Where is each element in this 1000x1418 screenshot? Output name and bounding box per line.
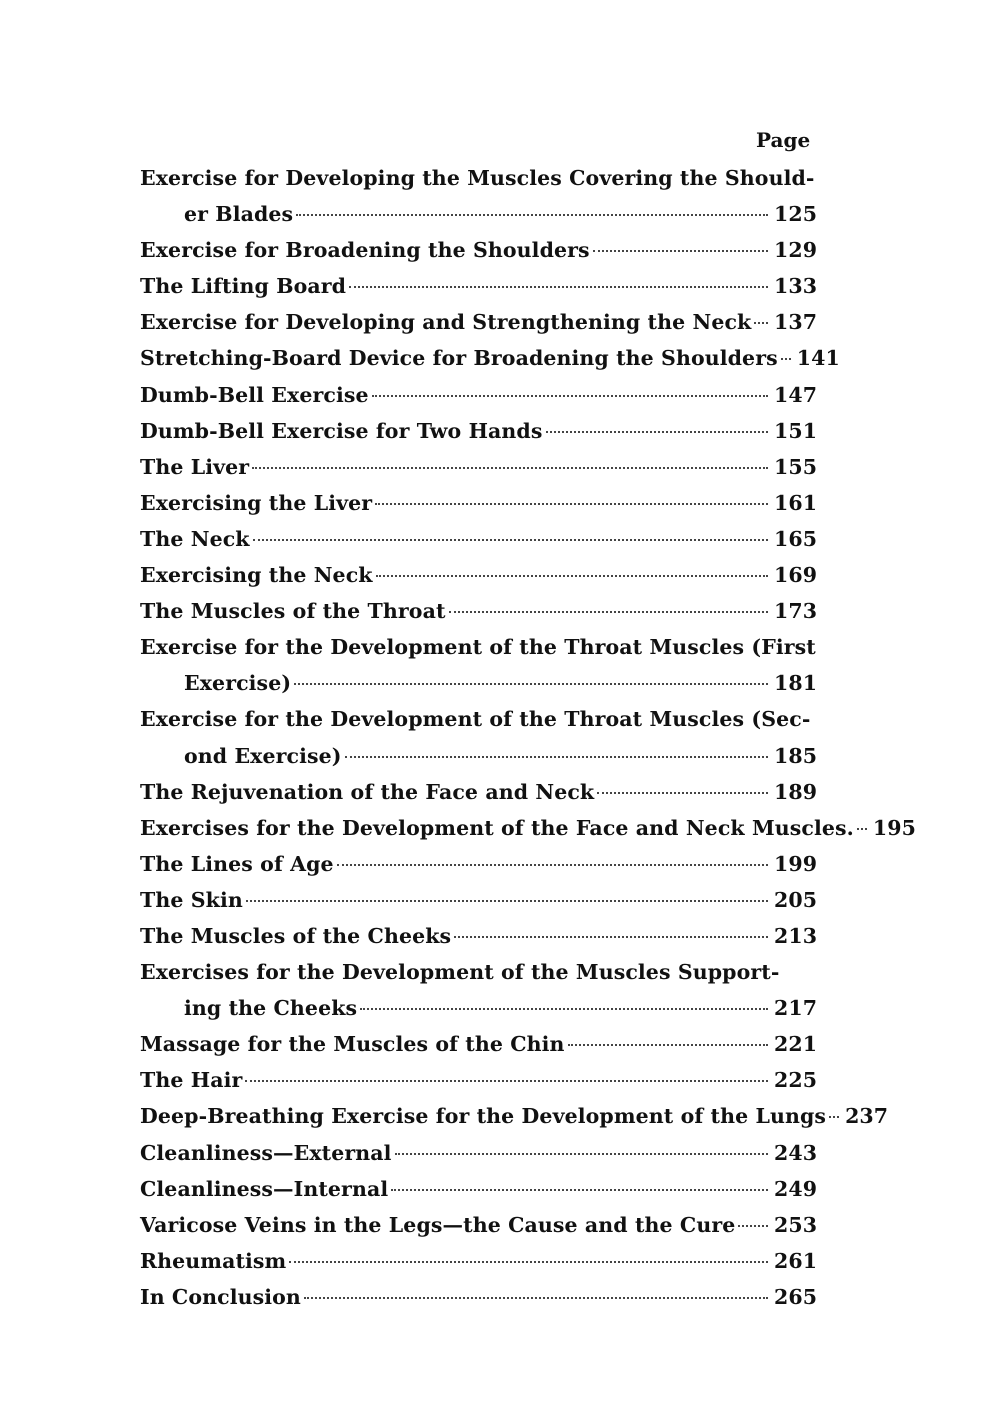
toc-page-number: 237 (845, 1104, 889, 1129)
toc-entry-line (140, 954, 812, 990)
toc-entry-line (140, 449, 818, 485)
toc-entry-line (140, 1098, 889, 1134)
toc-page-number: 133 (774, 274, 818, 299)
dot-leader (296, 214, 768, 216)
dot-leader (349, 286, 768, 288)
toc-entry-title: Exercise for Developing and Strengthening the Neck (140, 310, 752, 335)
toc-page-number: 185 (774, 743, 818, 768)
dot-leader (781, 358, 791, 360)
toc-entry-title: Deep-Breathing Exercise for the Development of the Lungs (140, 1104, 827, 1129)
toc-entry-line (140, 701, 812, 737)
toc-entry-title: The Muscles of the Cheeks (140, 923, 452, 948)
toc-entry-title: In Conclusion (140, 1284, 301, 1309)
toc-page-number: 249 (774, 1176, 818, 1201)
toc-entry-line (140, 1279, 818, 1315)
toc-entry-title: Exercises for the Development of the Muscles Support- (140, 960, 780, 985)
toc-entry-line (140, 918, 818, 954)
toc-entry-title: Exercise for Developing the Muscles Covering the Should- (140, 166, 815, 190)
toc-entry-title: Exercises for the Development of the Face and Neck Muscles. (140, 815, 854, 840)
toc-entry-line (140, 521, 818, 557)
toc-entry-line (140, 629, 816, 665)
toc-entry-title: The Liver (140, 454, 250, 479)
toc-page-number: 137 (774, 310, 818, 335)
toc-entry-line (140, 1207, 818, 1243)
dot-leader (454, 936, 768, 938)
toc-entry-line (140, 1243, 818, 1279)
toc-page-number: 221 (774, 1032, 818, 1057)
toc-entry-title: Varicose Veins in the Legs—the Cause and the Cure (140, 1212, 736, 1237)
toc-entry-line (140, 665, 818, 701)
toc-entry-title: The Lines of Age (140, 851, 334, 876)
toc-entry-title: Stretching-Board Device for Broadening the Shoulders (140, 346, 778, 371)
dot-leader (391, 1189, 768, 1191)
toc-entry-title: The Lifting Board (140, 274, 347, 299)
toc-entry-line (140, 485, 818, 521)
toc-page-number: 125 (774, 202, 818, 227)
toc-entry-title: Dumb-Bell Exercise for Two Hands (140, 418, 543, 443)
toc-entry-title: Exercise for Broadening the Shoulders (140, 238, 590, 263)
toc-entry-line (140, 1135, 818, 1171)
toc-entry-line (140, 1026, 818, 1062)
toc-entry-line (140, 557, 818, 593)
dot-leader (738, 1225, 768, 1227)
toc-entry-line (140, 774, 818, 810)
toc-page-number: 169 (774, 563, 818, 588)
dot-leader (294, 683, 768, 685)
toc-page-number: 181 (774, 671, 818, 696)
toc-page-number: 155 (774, 454, 818, 479)
toc-entry-title: Exercising the Neck (140, 563, 373, 588)
toc-page-number: 151 (774, 418, 818, 443)
toc-entry-title: Exercise) (184, 671, 292, 696)
dot-leader (337, 864, 768, 866)
toc-entry-line (140, 232, 818, 268)
toc-page-number: 225 (774, 1068, 818, 1093)
toc-entry-line (140, 377, 818, 413)
dot-leader (360, 1008, 768, 1010)
toc-page-number: 217 (774, 996, 818, 1021)
toc-page-number: 253 (774, 1212, 818, 1237)
toc-entry-line (140, 882, 818, 918)
table-of-contents (140, 160, 916, 1315)
dot-leader (253, 539, 768, 541)
toc-entry-title: Exercise for the Development of the Throat Muscles (Sec- (140, 707, 811, 732)
toc-page-number: 243 (774, 1140, 818, 1165)
dot-leader (449, 611, 768, 613)
toc-entry-line (140, 304, 818, 340)
toc-entry-title: Exercise for the Development of the Throat Muscles (First (140, 635, 816, 660)
dot-leader (245, 1080, 768, 1082)
toc-entry-line (140, 160, 815, 196)
toc-page-number: 195 (872, 815, 916, 840)
toc-entry-line (140, 810, 916, 846)
dot-leader (857, 828, 867, 830)
toc-entry-title: Dumb-Bell Exercise (140, 382, 369, 407)
toc-page-number: 213 (774, 923, 818, 948)
dot-leader (568, 1044, 768, 1046)
toc-page-number: 161 (774, 490, 818, 515)
toc-page-number: 129 (774, 238, 818, 263)
toc-entry-line (140, 846, 818, 882)
toc-entry-title: ing the Cheeks (184, 996, 358, 1021)
page-header-label: Page (756, 128, 811, 152)
toc-page-number: 173 (774, 599, 818, 624)
toc-page-number: 141 (796, 346, 840, 371)
toc-page-number: 165 (774, 526, 818, 551)
dot-leader (345, 756, 768, 758)
dot-leader (754, 322, 768, 324)
dot-leader (372, 395, 768, 397)
toc-entry-title: Cleanliness—Internal (140, 1176, 389, 1201)
toc-entry-title: Cleanliness—External (140, 1140, 392, 1165)
dot-leader (593, 250, 768, 252)
dot-leader (395, 1153, 768, 1155)
toc-page-number: 147 (774, 382, 818, 407)
toc-entry-title: Exercising the Liver (140, 490, 373, 515)
toc-entry-line (140, 196, 818, 232)
toc-entry-title: The Rejuvenation of the Face and Neck (140, 779, 595, 804)
dot-leader (246, 900, 768, 902)
toc-entry-line (140, 593, 818, 629)
dot-leader (829, 1116, 839, 1118)
dot-leader (376, 575, 768, 577)
toc-page-number: 199 (774, 851, 818, 876)
toc-entry-title: Massage for the Muscles of the Chin (140, 1032, 565, 1057)
toc-page-number: 189 (774, 779, 818, 804)
toc-entry-line (140, 268, 818, 304)
dot-leader (597, 792, 768, 794)
toc-page-number: 265 (774, 1284, 818, 1309)
toc-entry-title: ond Exercise) (184, 743, 342, 768)
toc-page-number: 261 (774, 1248, 818, 1273)
dot-leader (289, 1261, 768, 1263)
dot-leader (252, 467, 768, 469)
toc-entry-line (140, 738, 818, 774)
toc-entry-line (140, 1062, 818, 1098)
dot-leader (304, 1297, 768, 1299)
toc-entry-title: er Blades (184, 202, 294, 227)
toc-page-number: 205 (774, 887, 818, 912)
toc-entry-title: Rheumatism (140, 1248, 287, 1273)
toc-entry-line (140, 990, 818, 1026)
dot-leader (375, 503, 768, 505)
toc-entry-title: The Neck (140, 526, 250, 551)
toc-entry-title: The Skin (140, 887, 243, 912)
toc-entry-line (140, 340, 840, 376)
toc-entry-title: The Muscles of the Throat (140, 599, 446, 624)
toc-entry-title: The Hair (140, 1068, 243, 1093)
dot-leader (546, 431, 769, 433)
toc-entry-line (140, 1171, 818, 1207)
toc-entry-line (140, 413, 818, 449)
